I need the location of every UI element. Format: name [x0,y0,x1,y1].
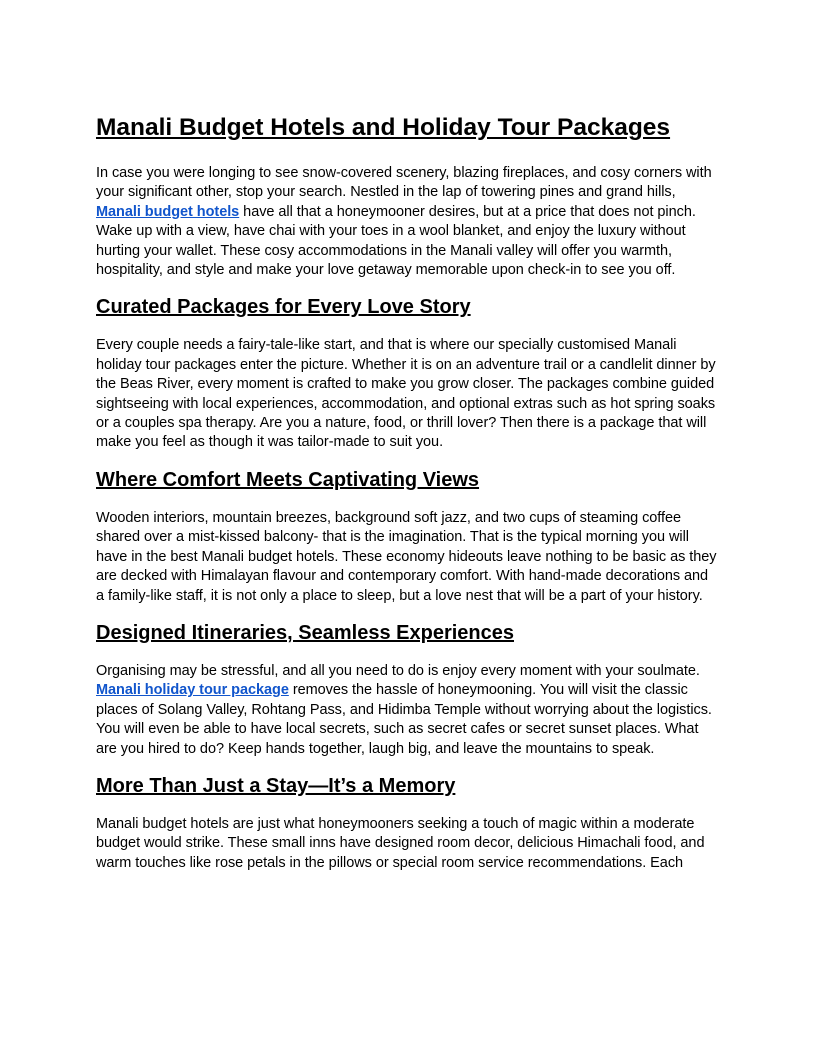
section-heading-memory: More Than Just a Stay—It’s a Memory [96,774,456,797]
intro-text-before: In case you were longing to see snow-covered scenery, blazing fireplaces, and cosy corners with your significant other, stop your search. Nestled in the lap of towering pines and grand hills, [96,165,712,201]
intro-paragraph [96,164,720,280]
intro-text-after: have all that a honeymooner desires, but at a price that does not pinch. Wake up with a view, have chai with your toes in a wool blanket, and enjoy the luxury without hurting your wallet. These cosy accommodations in the Manali valley will offer you warmth, hospitality, and style and make your love getaway memorable upon check-in to see you off. [96,203,696,279]
section-heading-comfort-views: Where Comfort Meets Captivating Views [96,468,480,491]
section-paragraph-memory: Manali budget hotels are just what honeymooners seeking a touch of magic within a moderate budget would strike. These small inns have designed room decor, delicious Himachali food, and warm touches like rose petals in the pillows or special room service recommendations. Each [96,815,705,871]
document-page [96,112,720,887]
itineraries-text-after: removes the hassle of honeymooning. You will visit the classic places of Solang Valley, Rohtang Pass, and Hidimba Temple without worrying about the logistics. You will even be able to have local secrets, such as secret cafes or secret sunset places. What are you hired to do? Keep hands together, laugh big, and leave the mountains to speak. [96,682,712,757]
section-heading-curated-packages: Curated Packages for Every Love Story [96,296,471,319]
manali-holiday-tour-package-link[interactable]: Manali holiday tour package [96,682,289,699]
page-title: Manali Budget Hotels and Holiday Tour Packages [96,114,671,141]
section-paragraph-itineraries [96,662,720,759]
itineraries-text-before: Organising may be stressful, and all you need to do is enjoy every moment with your soulmate. [96,662,700,679]
manali-budget-hotels-link[interactable]: Manali budget hotels [96,203,240,220]
section-paragraph-curated-packages: Every couple needs a fairy-tale-like start, and that is where our specially customised Manali holiday tour packages enter the picture. Whether it is on an adventure trail or a candlelit dinner by the Beas River, every moment is crafted to make you grow closer. The packages combine guided sightseeing with local experiences, accommodation, and optional extras such as hot spring soaks or a couples spa therapy. Are you a nature, food, or thrill lover? Then there is a package that will make you feel as though it was tailor-made to suit you. [96,337,716,451]
section-paragraph-comfort-views: Wooden interiors, mountain breezes, background soft jazz, and two cups of steaming coffee shared over a mist-kissed balcony- that is the imagination. That is the typical morning you will have in the best Manali budget hotels. These economy hideouts leave nothing to be basic as they are decked with Himalayan flavour and contemporary comfort. With hand-made decorations and a family-like staff, it is not only a place to sleep, but a love nest that will be a part of your history. [96,509,717,604]
section-heading-itineraries: Designed Itineraries, Seamless Experiences [96,621,514,644]
